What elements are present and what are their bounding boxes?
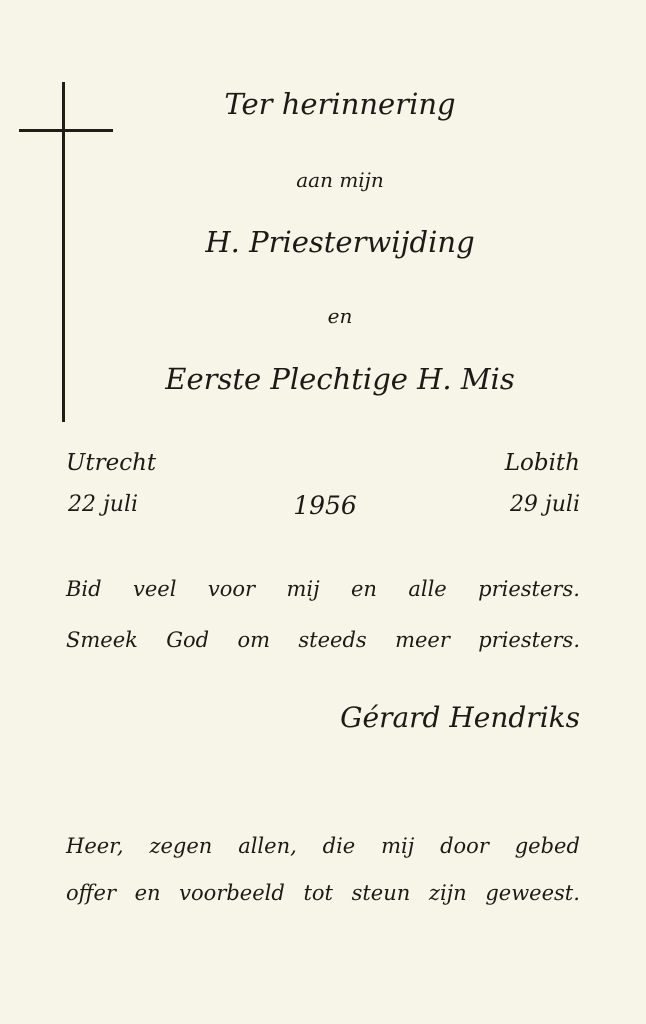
word: door xyxy=(440,834,489,858)
heading-line-3: H. Priesterwijding xyxy=(205,225,475,259)
left-date: 22 juli xyxy=(68,492,139,517)
word: tot xyxy=(303,881,333,905)
word: voor xyxy=(207,577,256,601)
heading-line-5: Eerste Plechtige H. Mis xyxy=(165,362,515,396)
heading-line-2: aan mijn xyxy=(296,168,384,192)
right-city: Lobith xyxy=(504,450,580,476)
closing-prayer-line-2 xyxy=(66,883,580,904)
left-city: Utrecht xyxy=(66,450,157,476)
word: Bid xyxy=(66,577,102,601)
cross-horizontal-bar xyxy=(19,129,113,132)
word: veel xyxy=(133,577,177,601)
word: voorbeeld xyxy=(179,881,285,905)
closing-prayer-line-1 xyxy=(66,836,580,857)
word: mij xyxy=(286,577,320,601)
word: Heer, xyxy=(66,834,124,858)
right-date: 29 juli xyxy=(509,492,580,517)
word: steun xyxy=(351,881,411,905)
word: allen, xyxy=(238,834,297,858)
word: priesters. xyxy=(478,577,580,601)
word: om xyxy=(237,628,271,652)
year: 1956 xyxy=(293,491,357,520)
word: Smeek xyxy=(66,628,138,652)
word: en xyxy=(134,881,161,905)
word: die xyxy=(322,834,356,858)
word: gebed xyxy=(514,834,580,858)
word: zijn xyxy=(428,881,467,905)
word: meer xyxy=(395,628,450,652)
signature: Gérard Hendriks xyxy=(340,701,580,734)
word: mij xyxy=(381,834,415,858)
word: en xyxy=(351,577,377,601)
word: zegen xyxy=(149,834,213,858)
prayer-request-line-1 xyxy=(66,579,580,600)
word: alle xyxy=(408,577,447,601)
heading-line-1: Ter herinnering xyxy=(224,87,456,121)
word: geweest. xyxy=(485,881,580,905)
prayer-request-line-2 xyxy=(66,630,580,651)
word: offer xyxy=(66,881,116,905)
heading-line-4: en xyxy=(327,304,353,328)
word: priesters. xyxy=(478,628,580,652)
word: God xyxy=(166,628,210,652)
word: steeds xyxy=(298,628,367,652)
